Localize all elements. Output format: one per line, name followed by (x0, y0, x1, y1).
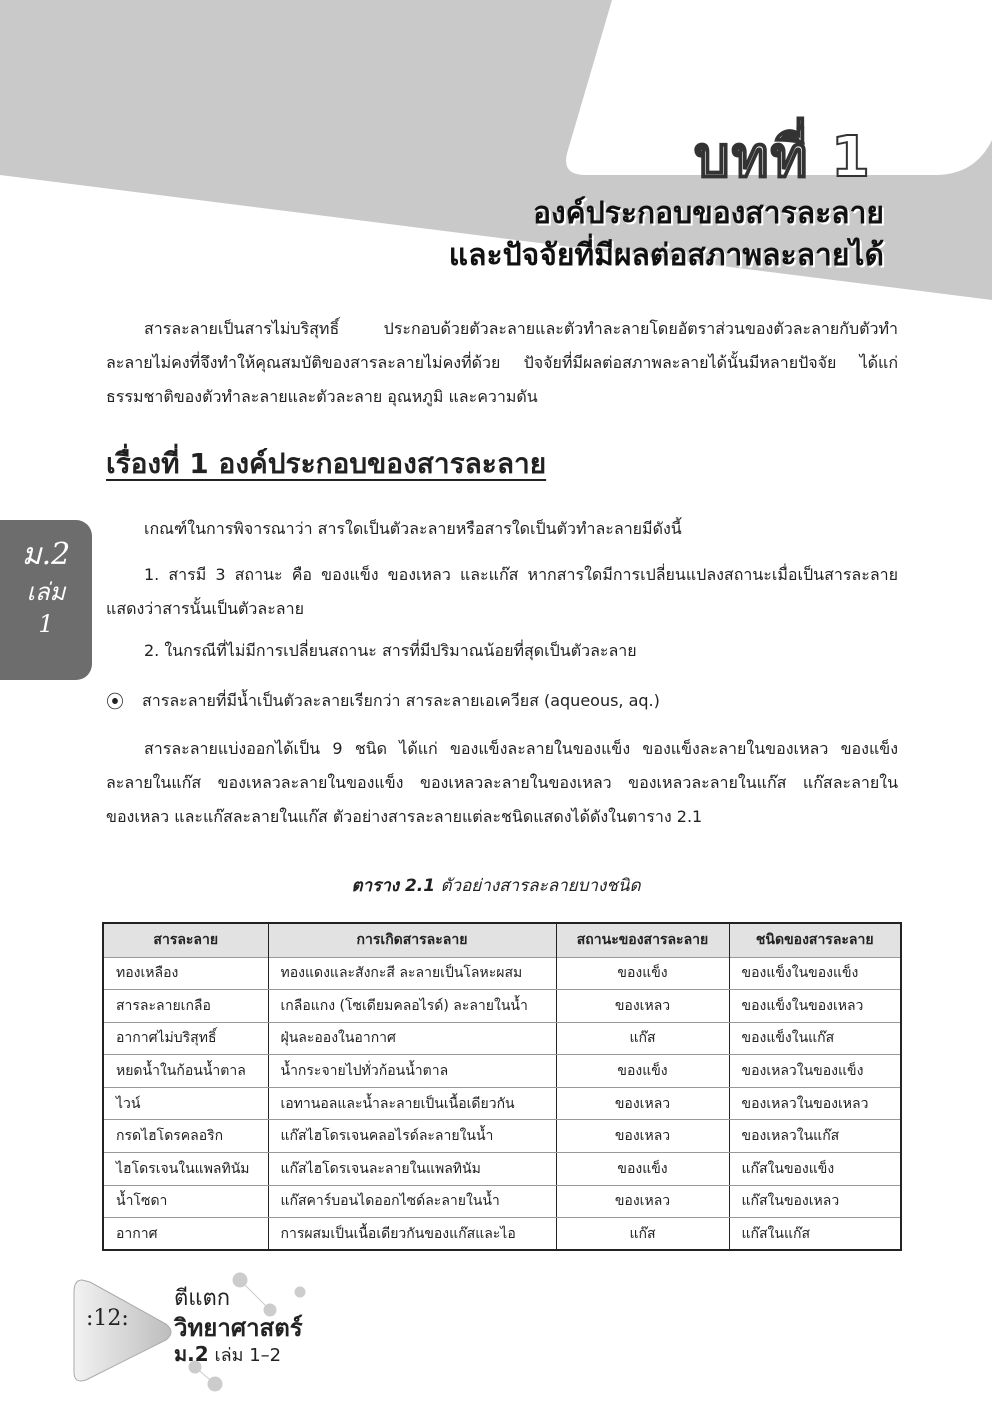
book-title-line2: วิทยาศาสตร์ (174, 1314, 303, 1342)
chapter-title-line2: และปัจจัยที่มีผลต่อสภาพละลายได้ (448, 238, 884, 273)
types-paragraph: สารละลายแบ่งออกได้เป็น 9 ชนิด ได้แก่ ของแข็งละลายในของแข็ง ของแข็งละลายในของเหลว ของแข็งละลายในแก๊ส ของเหลวละลายในของแข็ง ของเหลวละลายในของเหลว ของเหลวละลายในแก๊ส แก๊สละลายในของเหลว และแก๊สละลายในแก๊ส ตัวอย่างสารละลายแต่ละชนิดแสดงได้ดังในตาราง 2.1 (106, 739, 898, 826)
table-header: การเกิดสารละลาย (268, 923, 556, 957)
table-cell: ของเหลวในของแข็ง (729, 1055, 901, 1088)
table-cell: เกลือแกง (โซเดียมคลอไรด์) ละลายในน้ำ (268, 990, 556, 1023)
table-cell: ทองแดงและสังกะสี ละลายเป็นโลหะผสม (268, 957, 556, 990)
table-row (103, 1153, 901, 1186)
table-cell: การผสมเป็นเนื้อเดียวกันของแก๊สและไอ (268, 1218, 556, 1251)
table-cell: แก๊สในของเหลว (729, 1185, 901, 1218)
table-row (103, 1087, 901, 1120)
table-cell: ของเหลวในของเหลว (729, 1087, 901, 1120)
criteria-item: 2. ในกรณีที่ไม่มีการเปลี่ยนสถานะ สารที่มีปริมาณน้อยที่สุดเป็นตัวละลาย (144, 641, 637, 660)
table-row (103, 1120, 901, 1153)
table-cell: ของเหลว (556, 990, 729, 1023)
table-cell: ของเหลว (556, 1185, 729, 1218)
side-tab (0, 520, 92, 680)
table-cell: สารละลายเกลือ (103, 990, 268, 1023)
table-row (103, 990, 901, 1023)
side-tab-volume-label: เล่ม (26, 578, 66, 606)
table-caption-text: ตัวอย่างสารละลายบางชนิด (435, 876, 641, 896)
intro-paragraph: สารละลายเป็นสารไม่บริสุทธิ์ ประกอบด้วยตัวละลายและตัวทำละลายโดยอัตราส่วนของตัวละลายกับตัวทำละลายไม่คงที่จึงทำให้คุณสมบัติของสารละลายไม่คงที่ด้วย ปัจจัยที่มีผลต่อสภาพละลายได้นั้นมีหลายปัจจัย ได้แก่ ธรรมชาติของตัวทำละลายและตัวละลาย อุณหภูมิ และความดัน (106, 319, 898, 406)
table-cell: ไวน์ (103, 1087, 268, 1120)
table-cell: ของแข็งในของแข็ง (729, 957, 901, 990)
target-bullet-icon: ⦿ (106, 692, 124, 713)
table-cell: ของเหลว (556, 1120, 729, 1153)
book-grade (174, 1338, 281, 1370)
table-caption (0, 872, 992, 899)
table-cell: ของแข็ง (556, 957, 729, 990)
book-volumes: เล่ม 1–2 (214, 1345, 282, 1366)
table-cell: หยดน้ำในก้อนน้ำตาล (103, 1055, 268, 1088)
table-row (103, 1218, 901, 1251)
criteria-intro: เกณฑ์ในการพิจารณาว่า สารใดเป็นตัวละลายหรือสารใดเป็นตัวทำละลายมีดังนี้ (144, 519, 682, 538)
table-cell: ของแข็ง (556, 1055, 729, 1088)
section-heading: เรื่องที่ 1 องค์ประกอบของสารละลาย (106, 447, 547, 480)
side-tab-grade: ม.2 (21, 537, 71, 572)
table-cell: น้ำกระจายไปทั่วก้อนน้ำตาล (268, 1055, 556, 1088)
table-cell: แก๊ส (556, 1022, 729, 1055)
table-row (103, 957, 901, 990)
table-cell: ของแข็ง (556, 1153, 729, 1186)
table-header: สารละลาย (103, 923, 268, 957)
table-row (103, 1022, 901, 1055)
table-row (103, 1185, 901, 1218)
table-cell: ทองเหลือง (103, 957, 268, 990)
table-cell: กรดไฮโดรคลอริก (103, 1120, 268, 1153)
page-number: :12: (86, 1306, 129, 1331)
table-cell: แก๊ส (556, 1218, 729, 1251)
solutions-table (102, 922, 902, 1251)
side-tab-volume: 1 (38, 610, 54, 638)
table-cell: อากาศไม่บริสุทธิ์ (103, 1022, 268, 1055)
table-header: สถานะของสารละลาย (556, 923, 729, 957)
table-cell: อากาศ (103, 1218, 268, 1251)
chapter-number: บทที่ 1 (694, 125, 872, 190)
table-cell: เอทานอลและน้ำละลายเป็นเนื้อเดียวกัน (268, 1087, 556, 1120)
table-row (103, 1055, 901, 1088)
table-cell: แก๊สในแก๊ส (729, 1218, 901, 1251)
table-cell: แก๊สคาร์บอนไดออกไซด์ละลายในน้ำ (268, 1185, 556, 1218)
book-title-line1: ตีแตก (174, 1286, 231, 1311)
table-cell: น้ำโซดา (103, 1185, 268, 1218)
criteria-item: 1. สารมี 3 สถานะ คือ ของแข็ง ของเหลว และแก๊ส หากสารใดมีการเปลี่ยนแปลงสถานะเมื่อเป็นสารละลาย แสดงว่าสารนั้นเป็นตัวละลาย (106, 565, 898, 618)
table-cell: ไฮโดรเจนในแพลทินัม (103, 1153, 268, 1186)
table-cell: แก๊สในของแข็ง (729, 1153, 901, 1186)
chapter-title-line1: องค์ประกอบของสารละลาย (533, 196, 884, 231)
table-cell: แก๊สไฮโดรเจนคลอไรด์ละลายในน้ำ (268, 1120, 556, 1153)
book-grade-level: ม.2 (174, 1342, 209, 1366)
aqueous-note: สารละลายที่มีน้ำเป็นตัวละลายเรียกว่า สารละลายเอเควียส (aqueous, aq.) (142, 691, 660, 710)
table-header: ชนิดของสารละลาย (729, 923, 901, 957)
table-cell: ของแข็งในแก๊ส (729, 1022, 901, 1055)
footer (70, 1272, 330, 1396)
table-cell: แก๊สไฮโดรเจนละลายในแพลทินัม (268, 1153, 556, 1186)
table-caption-label: ตาราง 2.1 (351, 876, 436, 896)
table-cell: ฝุ่นละอองในอากาศ (268, 1022, 556, 1055)
table-cell: ของแข็งในของเหลว (729, 990, 901, 1023)
table-cell: ของเหลว (556, 1087, 729, 1120)
table-cell: ของเหลวในแก๊ส (729, 1120, 901, 1153)
